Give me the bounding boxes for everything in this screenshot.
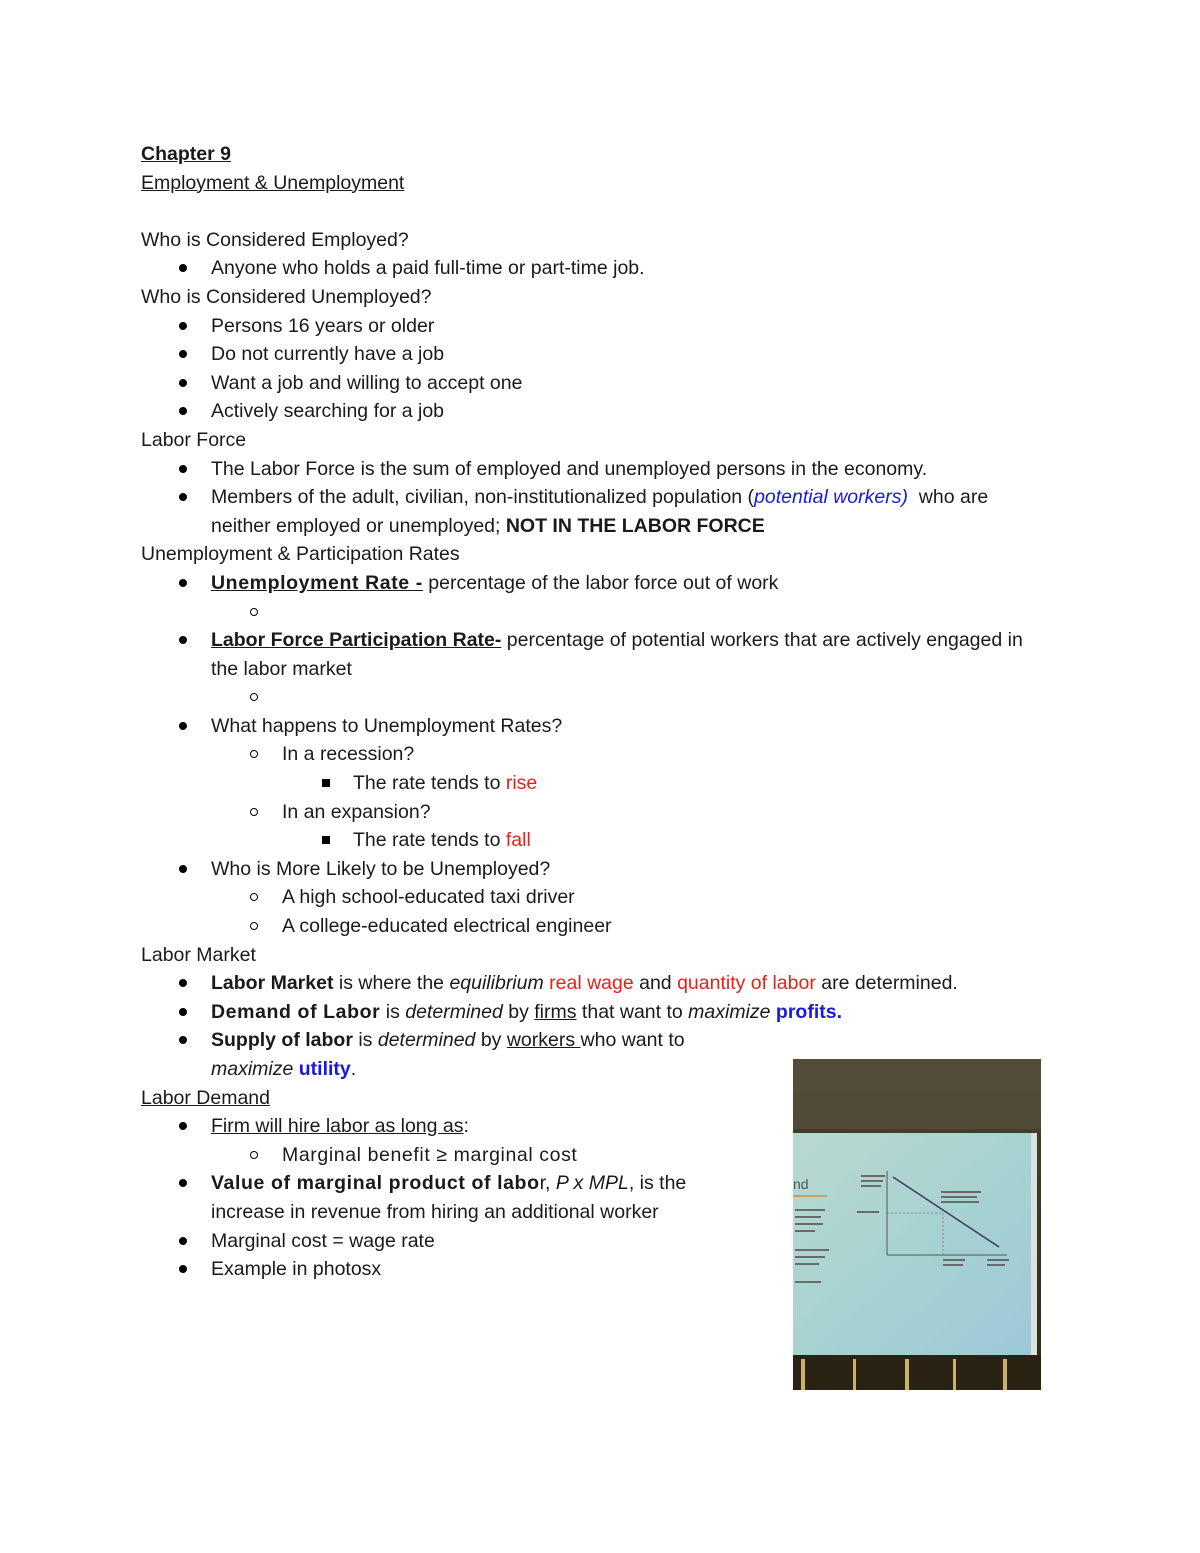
slide-heading-fragment: nd [793, 1176, 809, 1192]
photo-illustration [793, 1059, 1041, 1390]
employed-question: Who is Considered Employed? [141, 228, 409, 251]
list-item: Labor Market is where the equilibrium real wage and quantity of labor are determined. [141, 969, 1061, 998]
lecture-slide-photo [793, 1059, 1041, 1390]
sub-item: Marginal benefit ≥ marginal cost [141, 1141, 1061, 1170]
list-item: The Labor Force is the sum of employed and unemployed persons in the economy. [141, 455, 1061, 484]
list-item: Example in photosx [141, 1255, 1061, 1284]
sub-sub-item: The rate tends to fall [141, 826, 1061, 855]
unemployed-question: Who is Considered Unemployed? [141, 285, 432, 308]
list-item: Demand of Labor is determined by firms that want to maximize profits. [141, 998, 1061, 1027]
empty-sub-item [141, 683, 1061, 712]
list-item-continuation: maximize utility. [211, 1058, 357, 1080]
sub-item: A high school-educated taxi driver [141, 883, 1061, 912]
list-item: Firm will hire labor as long as: [141, 1112, 1061, 1141]
list-item: Value of marginal product of labor, P x MPL, is the [141, 1169, 1061, 1198]
list-item: Who is More Likely to be Unemployed? [141, 855, 1061, 884]
list-item: Actively searching for a job [141, 397, 1061, 426]
chapter-title: Chapter 9 [141, 143, 231, 165]
list-item: Persons 16 years or older [141, 312, 1061, 341]
list-item: What happens to Unemployment Rates? [141, 712, 1061, 741]
projector-screen [793, 1133, 1033, 1355]
empty-sub-item [141, 598, 1061, 627]
list-item: Labor Force Participation Rate- percentage of potential workers that are actively engaged in the labor market [141, 626, 1041, 683]
rates-heading: Unemployment & Participation Rates [141, 543, 460, 566]
list-item: Supply of labor is determined by workers who want to [141, 1026, 1061, 1055]
spacer [141, 197, 1061, 226]
labor-market-heading: Labor Market [141, 943, 256, 966]
sub-sub-item: The rate tends to rise [141, 769, 1061, 798]
list-item-continuation: increase in revenue from hiring an additional worker [211, 1200, 659, 1223]
list-item: Marginal cost = wage rate [141, 1227, 1061, 1256]
list-item: Members of the adult, civilian, non-institutionalized population (potential workers) who are neither employed or unemployed; NOT IN THE LABOR FORCE [141, 483, 1041, 540]
list-item: Anyone who holds a paid full-time or part-time job. [141, 254, 1061, 283]
labor-demand-heading: Labor Demand [141, 1086, 270, 1109]
sub-item: In an expansion? [141, 798, 1061, 827]
chapter-subtitle: Employment & Unemployment [141, 171, 405, 194]
list-item: Unemployment Rate - percentage of the labor force out of work [141, 569, 1061, 598]
list-item: Want a job and willing to accept one [141, 369, 1061, 398]
sub-item: In a recession? [141, 740, 1061, 769]
sub-item: A college-educated electrical engineer [141, 912, 1061, 941]
labor-force-heading: Labor Force [141, 428, 247, 451]
list-item: Do not currently have a job [141, 340, 1061, 369]
